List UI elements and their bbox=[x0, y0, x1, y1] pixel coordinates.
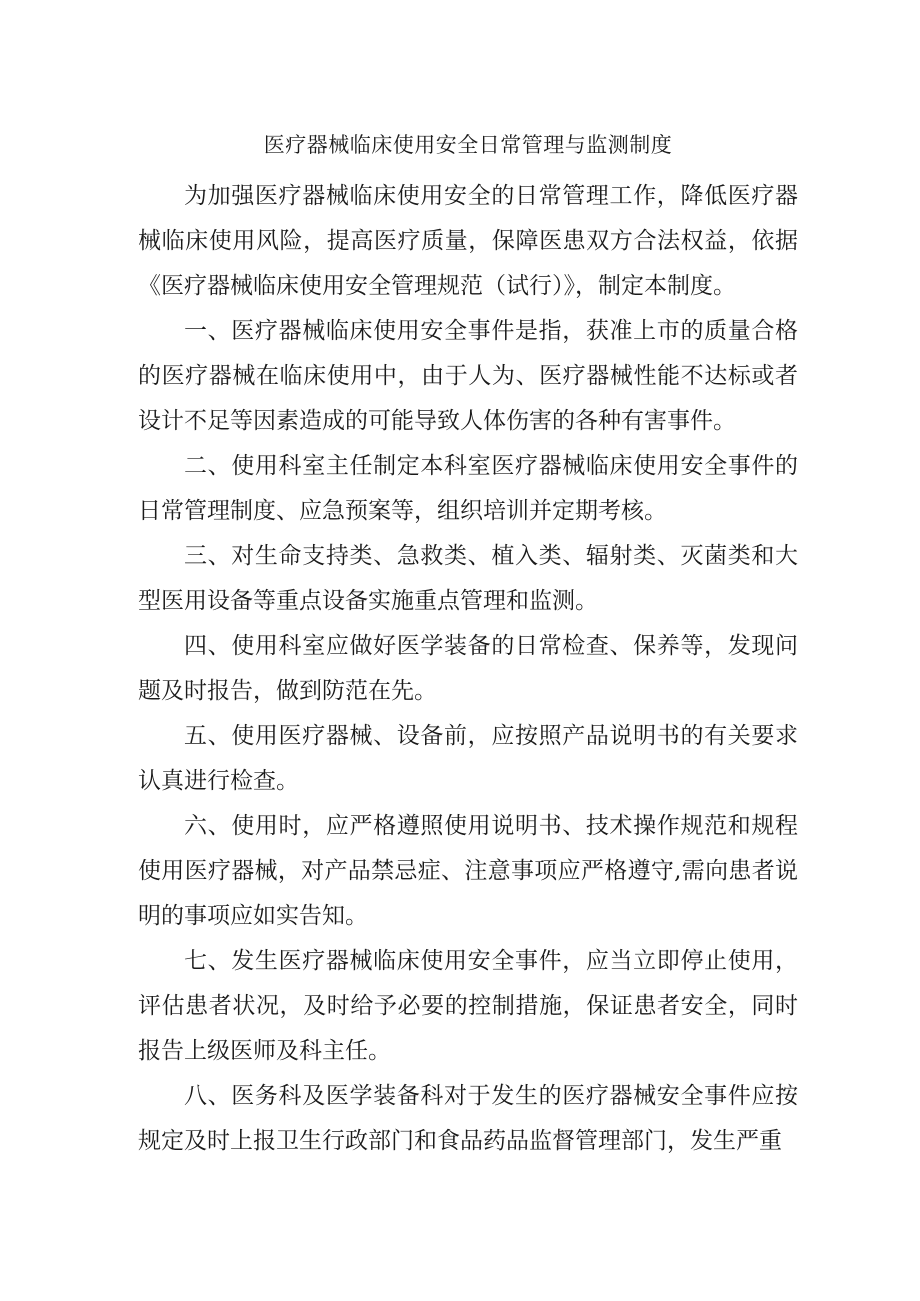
paragraph-2: 二、使用科室主任制定本科室医疗器械临床使用安全事件的日常管理制度、应急预案等，组织培训并定期考核。 bbox=[138, 453, 798, 524]
paragraph-intro: 为加强医疗器械临床使用安全的日常管理工作，降低医疗器械临床使用风险，提高医疗质量，保障医患双方合法权益，依据《医疗器械临床使用安全管理规范（试行）》，制定本制度。 bbox=[138, 183, 798, 299]
paragraph-8: 八、医务科及医学装备科对于发生的医疗器械安全事件应按规定及时上报卫生行政部门和食品药品监督管理部门，发生严重 bbox=[138, 1083, 798, 1154]
document-title: 医疗器械临床使用安全日常管理与监测制度 bbox=[263, 133, 673, 157]
paragraph-1: 一、医疗器械临床使用安全事件是指，获准上市的质量合格的医疗器械在临床使用中，由于人为、医疗器械性能不达标或者设计不足等因素造成的可能导致人体伤害的各种有害事件。 bbox=[138, 318, 798, 434]
paragraph-4: 四、使用科室应做好医学装备的日常检查、保养等，发现问题及时报告，做到防范在先。 bbox=[138, 633, 798, 704]
document-body bbox=[138, 174, 798, 1164]
paragraph-7: 七、发生医疗器械临床使用安全事件，应当立即停止使用，评估患者状况，及时给予必要的控制措施，保证患者安全，同时报告上级医师及科主任。 bbox=[138, 948, 798, 1064]
paragraph-6: 六、使用时，应严格遵照使用说明书、技术操作规范和规程使用医疗器械，对产品禁忌症、注意事项应严格遵守,需向患者说明的事项应如实告知。 bbox=[138, 813, 798, 929]
paragraph-5: 五、使用医疗器械、设备前，应按照产品说明书的有关要求认真进行检查。 bbox=[138, 723, 798, 794]
paragraph-3: 三、对生命支持类、急救类、植入类、辐射类、灭菌类和大型医用设备等重点设备实施重点管理和监测。 bbox=[138, 543, 798, 614]
